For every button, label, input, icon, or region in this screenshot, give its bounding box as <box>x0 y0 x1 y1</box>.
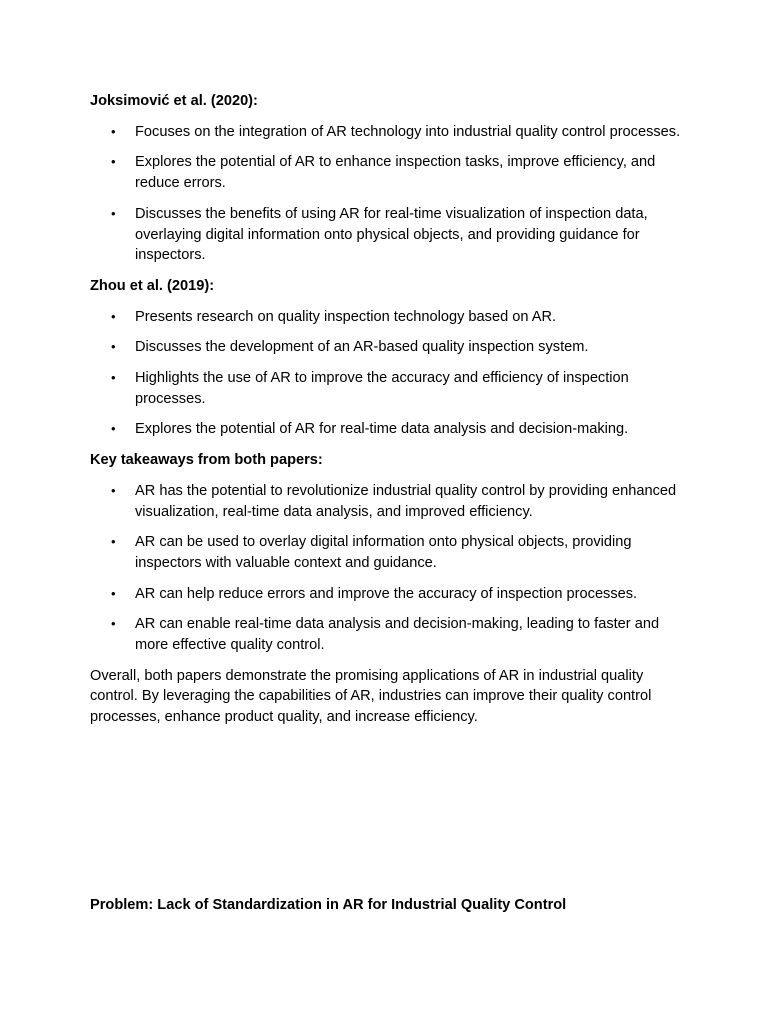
section-heading-joksimovic: Joksimović et al. (2020): <box>90 93 258 109</box>
document-body <box>90 91 690 728</box>
conclusion-paragraph: Overall, both papers demonstrate the promising applications of AR in industrial quality control. By leveraging the capabilities of AR, industries can improve their quality control processes, enhance product quality, and increase efficiency. <box>90 667 652 726</box>
list-item: • AR can be used to overlay digital information onto physical objects, providing inspectors with valuable context and guidance. <box>90 532 690 573</box>
bullet-list-key-takeaways <box>90 481 690 656</box>
list-item: • Highlights the use of AR to improve the accuracy and efficiency of inspection processes. <box>90 368 690 409</box>
problem-heading: Problem: Lack of Standardization in AR for Industrial Quality Control <box>90 897 567 913</box>
section-heading-key-takeaways: Key takeaways from both papers: <box>90 452 323 469</box>
list-item: • Discusses the development of an AR-based quality inspection system. <box>90 337 690 358</box>
list-item: • Explores the potential of AR for real-time data analysis and decision-making. <box>90 419 690 440</box>
bullet-list-joksimovic <box>90 122 690 266</box>
bullet-list-zhou <box>90 307 690 441</box>
list-item: • AR has the potential to revolutionize industrial quality control by providing enhanced visualization, real-time data analysis, and improved efficiency. <box>90 481 690 522</box>
list-item: • AR can enable real-time data analysis and decision-making, leading to faster and more effective quality control. <box>90 614 690 655</box>
list-item: • Presents research on quality inspection technology based on AR. <box>90 307 690 328</box>
list-item: • Focuses on the integration of AR technology into industrial quality control processes. <box>90 122 690 143</box>
list-item: • Discusses the benefits of using AR for real-time visualization of inspection data, overlaying digital information onto physical objects, and providing guidance for inspectors. <box>90 204 690 266</box>
list-item: • AR can help reduce errors and improve the accuracy of inspection processes. <box>90 584 690 605</box>
list-item: • Explores the potential of AR to enhance inspection tasks, improve efficiency, and reduce errors. <box>90 152 690 193</box>
section-heading-zhou: Zhou et al. (2019): <box>90 277 215 294</box>
